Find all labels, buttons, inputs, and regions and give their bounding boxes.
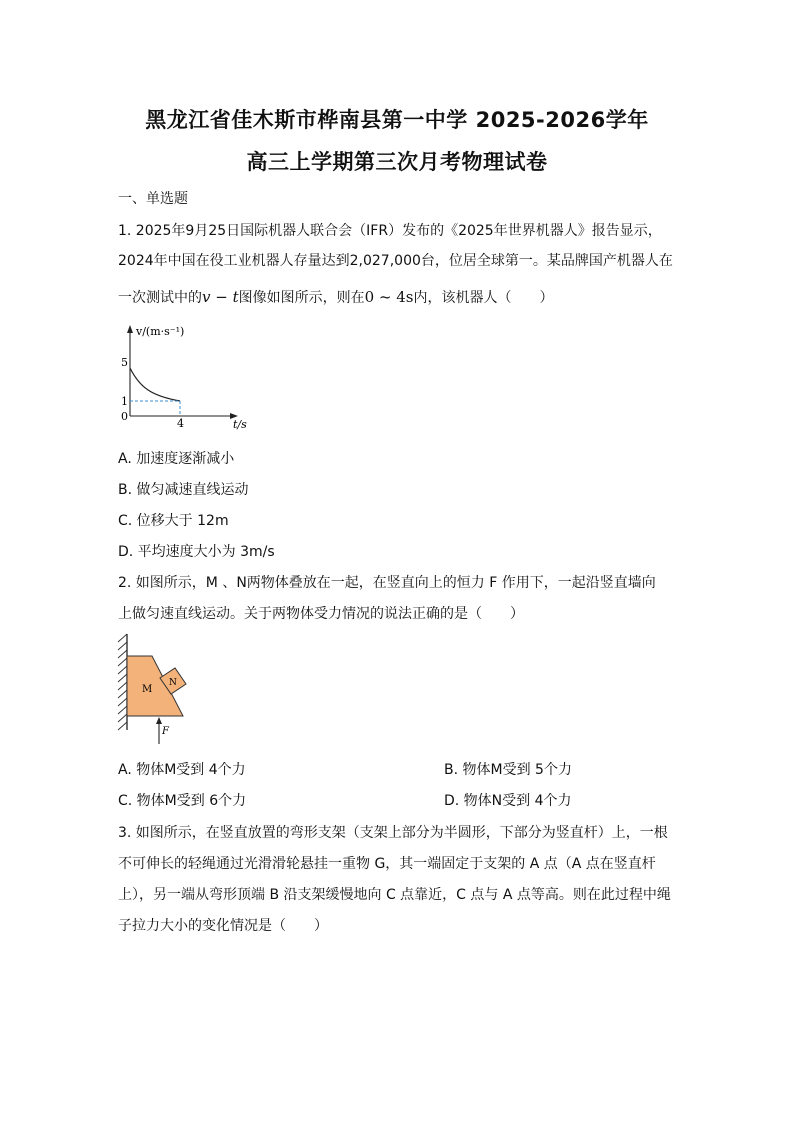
q2-text-line2: 上做匀速直线运动。关于两物体受力情况的说法正确的是（ ） [118,606,524,622]
q2-option-d[interactable]: D. 物体N受到 4个力 [444,793,572,809]
label-n: N [169,678,177,688]
label-m: M [142,684,153,695]
q1-text-part-c: 内，该机器人（ ） [413,290,554,306]
q1-option-c[interactable]: C. 位移大于 12m [118,513,229,529]
q3-text-line4: 子拉力大小的变化情况是（ ） [118,918,328,934]
section-heading: 一、单选题 [118,191,188,207]
q1-option-a[interactable]: A. 加速度逐渐减小 [118,451,235,467]
q1-math-interval: 0 ~ 4s [364,288,414,306]
wall-hatching [118,634,127,730]
y-axis-arrow [127,325,133,333]
origin-label: 0 [121,410,128,423]
x-axis-label: t/s [233,418,247,431]
label-f: F [162,726,169,737]
q1-text-part-a: 一次测试中的 [118,290,202,306]
q1-option-d[interactable]: D. 平均速度大小为 3m/s [118,544,275,560]
q1-option-b[interactable]: B. 做匀减速直线运动 [118,482,249,498]
q1-text-line3 [118,287,554,307]
q3-text-line3: 上），另一端从弯形顶端 B 沿支架缓慢地向 C 点靠近，C 点与 A 点等高。则在此过程中绳 [118,887,671,903]
x-tick-4: 4 [177,417,184,430]
y-tick-5: 5 [121,356,128,369]
q1-vt-graph [112,320,252,432]
velocity-curve [130,368,180,401]
q1-text-line2: 2024年中国在役工业机器人存量达到2,027,000台，位居全球第一。某品牌国产机器人在 [118,253,673,269]
q2-option-a[interactable]: A. 物体M受到 4个力 [118,762,246,778]
q2-option-c[interactable]: C. 物体M受到 6个力 [118,793,247,809]
q2-blocks-figure [116,632,196,744]
q2-text-line1: 2. 如图所示，M 、N两物体叠放在一起，在竖直向上的恒力 F 作用下，一起沿竖直墙向 [118,575,656,591]
q2-option-b[interactable]: B. 物体M受到 5个力 [444,762,572,778]
q3-text-line1: 3. 如图所示，在竖直放置的弯形支架（支架上部分为半圆形，下部分为竖直杆）上，一根 [118,825,668,841]
y-axis-label: v/(m·s⁻¹) [136,325,185,338]
q1-math-vt: v − t [202,288,239,306]
y-tick-1: 1 [121,395,128,408]
q1-text-part-b: 图像如图所示，则在 [238,290,365,306]
exam-title-line1: 黑龙江省佳木斯市桦南县第一中学 2025-2026学年 [145,108,649,132]
q3-text-line2: 不可伸长的轻绳通过光滑滑轮悬挂一重物 G，其一端固定于支架的 A 点（A 点在竖直杆 [118,856,656,872]
exam-title-line2: 高三上学期第三次月考物理试卷 [246,150,548,174]
force-arrow-head [156,717,162,724]
q1-text-line1: 1. 2025年9月25日国际机器人联合会（IFR）发布的《2025年世界机器人》报告显示， [118,223,662,239]
